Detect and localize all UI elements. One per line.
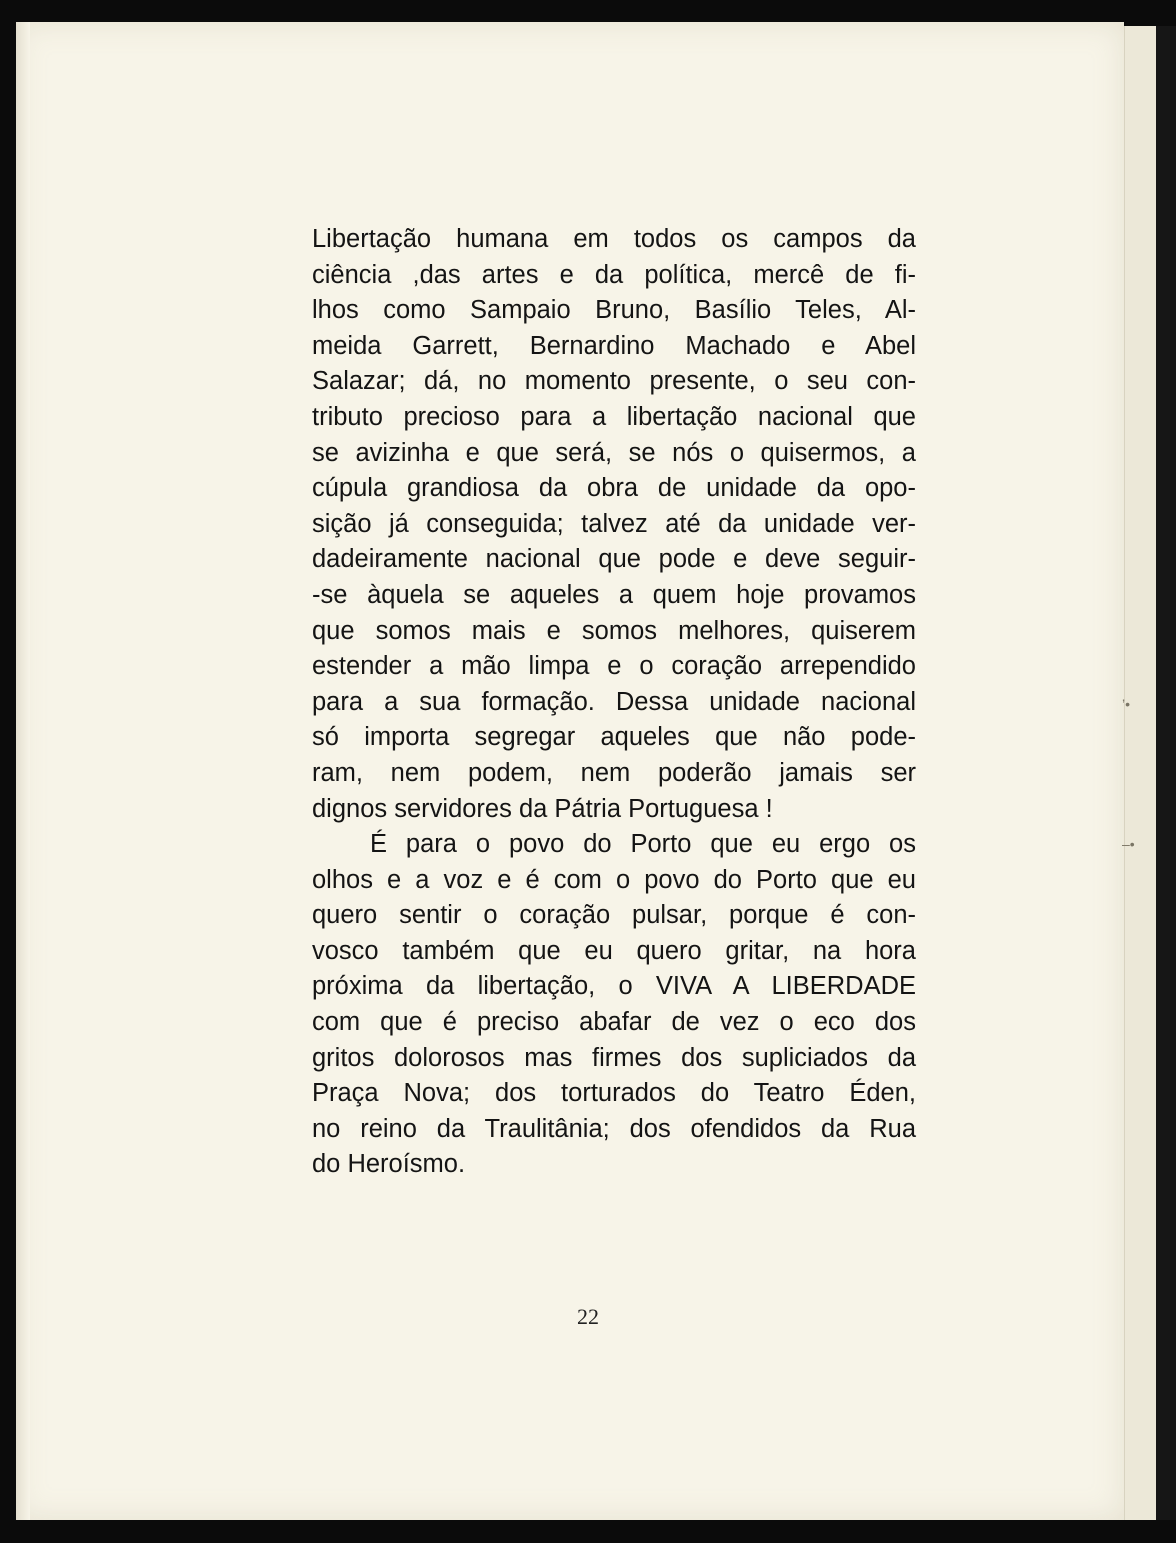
text-line: estender a mão limpa e o coração arrependido bbox=[312, 652, 916, 681]
text-line: dadeiramente nacional que pode e deve seguir- bbox=[312, 545, 916, 574]
text-line: Libertação humana em todos os campos da bbox=[312, 225, 916, 253]
page-number: 22 bbox=[577, 1304, 599, 1329]
text-line: sição já conseguida; talvez até da unidade ver- bbox=[312, 509, 916, 538]
text-line: no reino da Traulitânia; dos ofendidos da Rua bbox=[312, 1114, 916, 1143]
text-line: vosco também que eu quero gritar, na hora bbox=[312, 936, 916, 965]
text-line: se avizinha e que será, se nós o quisermos, a bbox=[312, 438, 916, 467]
scan-border bbox=[1156, 26, 1176, 1520]
text-line: quero sentir o coração pulsar, porque é con- bbox=[312, 901, 916, 930]
text-line: gritos dolorosos mas firmes dos supliciados da bbox=[312, 1043, 916, 1072]
text-line: olhos e a voz e é com o povo do Porto que eu bbox=[312, 865, 916, 894]
text-line: meida Garrett, Bernardino Machado e Abel bbox=[312, 331, 916, 360]
text-line: cúpula grandiosa da obra de unidade da opo- bbox=[312, 474, 916, 503]
text-line: ram, nem podem, nem poderão jamais ser bbox=[312, 758, 916, 787]
page-fold-shadow bbox=[16, 22, 30, 1520]
text-line: lhos como Sampaio Bruno, Basílio Teles, Al- bbox=[312, 296, 916, 325]
text-line: só importa segregar aqueles que não pode- bbox=[312, 723, 916, 752]
text-line: -se àquela se aqueles a quem hoje provamos bbox=[312, 580, 916, 609]
text-line: Salazar; dá, no momento presente, o seu con- bbox=[312, 367, 916, 396]
text-line: próxima da libertação, o VIVA A LIBERDADE bbox=[312, 972, 916, 1001]
margin-mark: ’• bbox=[1122, 696, 1131, 712]
text-line: dignos servidores da Pátria Portuguesa ! bbox=[312, 794, 773, 823]
text-line: É para o povo do Porto que eu ergo os bbox=[370, 830, 916, 859]
text-line: do Heroísmo. bbox=[312, 1150, 466, 1179]
text-line: ciência ,das artes e da política, mercê de fi- bbox=[312, 260, 916, 289]
text-line: Praça Nova; dos torturados do Teatro Éden, bbox=[312, 1079, 916, 1108]
text-line: tributo precioso para a libertação nacional que bbox=[312, 402, 916, 431]
margin-mark: –• bbox=[1122, 836, 1135, 852]
text-line: para a sua formação. Dessa unidade nacional bbox=[312, 687, 916, 716]
body-text bbox=[312, 222, 916, 1183]
text-line: que somos mais e somos melhores, quiserem bbox=[312, 616, 916, 645]
next-page-edge bbox=[1124, 26, 1157, 1520]
text-line: com que é preciso abafar de vez o eco dos bbox=[312, 1008, 916, 1037]
